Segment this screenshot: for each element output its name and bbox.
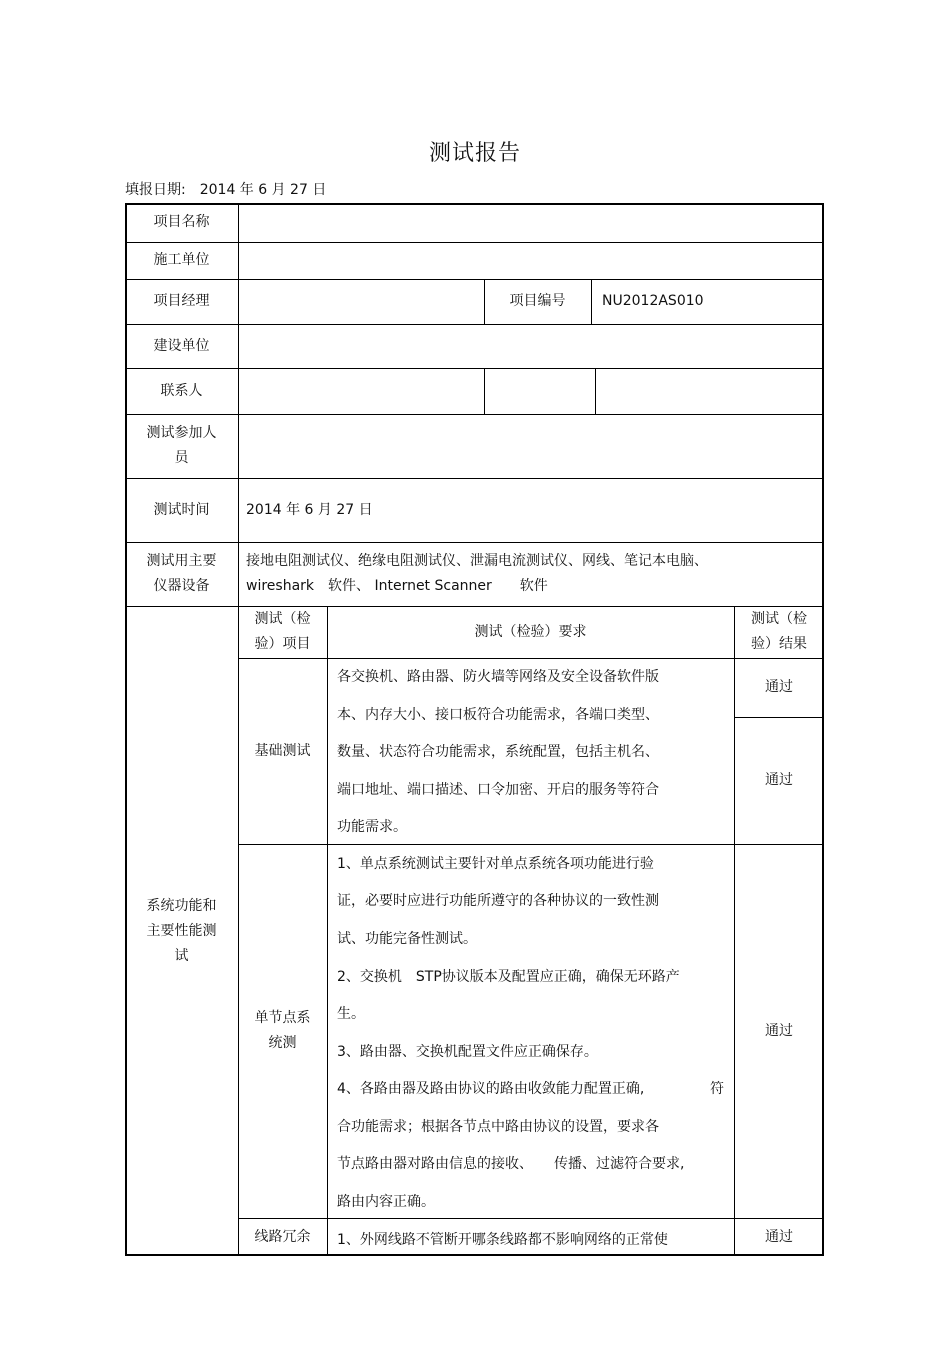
- basic-req-line: 端口地址、端口描述、口令加密、开启的服务等符合: [337, 782, 659, 798]
- header-result: [734, 606, 824, 658]
- single-node-result: 通过: [765, 1022, 793, 1039]
- basic-req-line: 各交换机、路由器、防火墙等网络及安全设备软件版: [337, 669, 659, 685]
- redundancy-name: 线路冗余: [254, 1228, 311, 1245]
- basic-req-line: 数量、状态符合功能需求，系统配置，包括主机名、: [337, 744, 659, 760]
- single-node-req-line: 路由内容正确。: [337, 1194, 435, 1210]
- label-equipment-line2: 仪器设备: [153, 578, 210, 594]
- basic-result-2: 通过: [765, 772, 793, 788]
- header-result-line2: 验）结果: [751, 636, 807, 652]
- single-node-name: [238, 844, 327, 1218]
- header-result-line1: 测试（检: [751, 611, 807, 627]
- value-participants: [238, 414, 824, 478]
- single-node-name-line2: 统测: [268, 1035, 297, 1051]
- value-project-name: [238, 203, 824, 242]
- single-node-req-line: 节点路由器对路由信息的接收、 传播、过滤符合要求,: [337, 1156, 685, 1172]
- single-node-req-line: 生。: [337, 1006, 365, 1022]
- header-item-line2: 验）项目: [254, 636, 311, 652]
- value-project-code: NU2012AS010: [602, 293, 704, 309]
- single-node-req-line: [337, 1078, 724, 1098]
- redundancy-result: 通过: [765, 1228, 793, 1245]
- single-node-req-line: 试、功能完备性测试。: [337, 931, 477, 947]
- label-equipment: [125, 542, 238, 606]
- value-builder-unit: [238, 324, 824, 368]
- single-node-req-line: 2、交换机 STP协议版本及配置应正确，确保无环路产: [337, 969, 680, 985]
- basic-req-line: 功能需求。: [337, 819, 407, 835]
- page-title: 测试报告: [428, 141, 521, 166]
- test-category: [125, 606, 238, 1256]
- label-equipment-line1: 测试用主要: [146, 553, 217, 569]
- label-participants-line1: 测试参加人: [146, 425, 217, 441]
- test-category-line1: 系统功能和: [146, 897, 217, 914]
- test-category-line3: 试: [174, 947, 189, 964]
- header-item: [238, 606, 327, 658]
- label-participants: [125, 414, 238, 478]
- label-project-code: 项目编号: [509, 293, 566, 309]
- value-construction-unit: [238, 242, 824, 279]
- label-contact: 联系人: [160, 382, 203, 399]
- single-node-req-line7-text: 4、各路由器及路由协议的路由收敛能力配置正确,: [337, 1081, 645, 1097]
- value-test-time: 2014 年 6 月 27 日: [246, 501, 373, 518]
- label-project-manager: 项目经理: [153, 293, 210, 309]
- label-project-name: 项目名称: [153, 214, 210, 230]
- value-equipment: [238, 542, 824, 606]
- value-equipment-line1: 接地电阻测试仪、绝缘电阻测试仪、泄漏电流测试仪、网线、笔记本电脑、: [246, 553, 708, 569]
- value-project-manager: [238, 279, 484, 324]
- label-builder-unit: 建设单位: [153, 337, 210, 354]
- single-node-req-line: 3、路由器、交换机配置文件应正确保存。: [337, 1044, 598, 1060]
- basic-req-line: 本、内存大小、接口板符合功能需求，各端口类型、: [337, 707, 659, 723]
- fill-date-value: 2014 年 6 月 27 日: [199, 182, 327, 198]
- fill-date: [125, 179, 340, 199]
- header-item-line1: 测试（检: [254, 611, 311, 627]
- fill-date-label: 填报日期:: [125, 182, 186, 198]
- redundancy-req-line: 1、外网线路不管断开哪条线路都不影响网络的正常使: [337, 1232, 668, 1248]
- label-test-time: 测试时间: [153, 501, 210, 518]
- single-node-req-line: 合功能需求；根据各节点中路由协议的设置，要求各: [337, 1119, 659, 1135]
- single-node-name-line1: 单节点系: [254, 1010, 311, 1026]
- single-node-req-line7-tail: 符: [710, 1081, 724, 1097]
- value-contact: [238, 368, 484, 414]
- single-node-req-line: 1、单点系统测试主要针对单点系统各项功能进行验: [337, 856, 654, 872]
- value-equipment-line2: wireshark 软件、 Internet Scanner 软件: [246, 578, 548, 594]
- label-participants-line2: 员: [174, 450, 189, 466]
- single-node-req-line: 证，必要时应进行功能所遵守的各种协议的一致性测: [337, 893, 659, 909]
- label-construction-unit: 施工单位: [153, 252, 210, 268]
- header-requirement: 测试（检验）要求: [474, 623, 587, 640]
- test-category-line2: 主要性能测: [146, 922, 217, 939]
- basic-test-name: 基础测试: [254, 742, 311, 759]
- basic-result-1: 通过: [765, 679, 793, 695]
